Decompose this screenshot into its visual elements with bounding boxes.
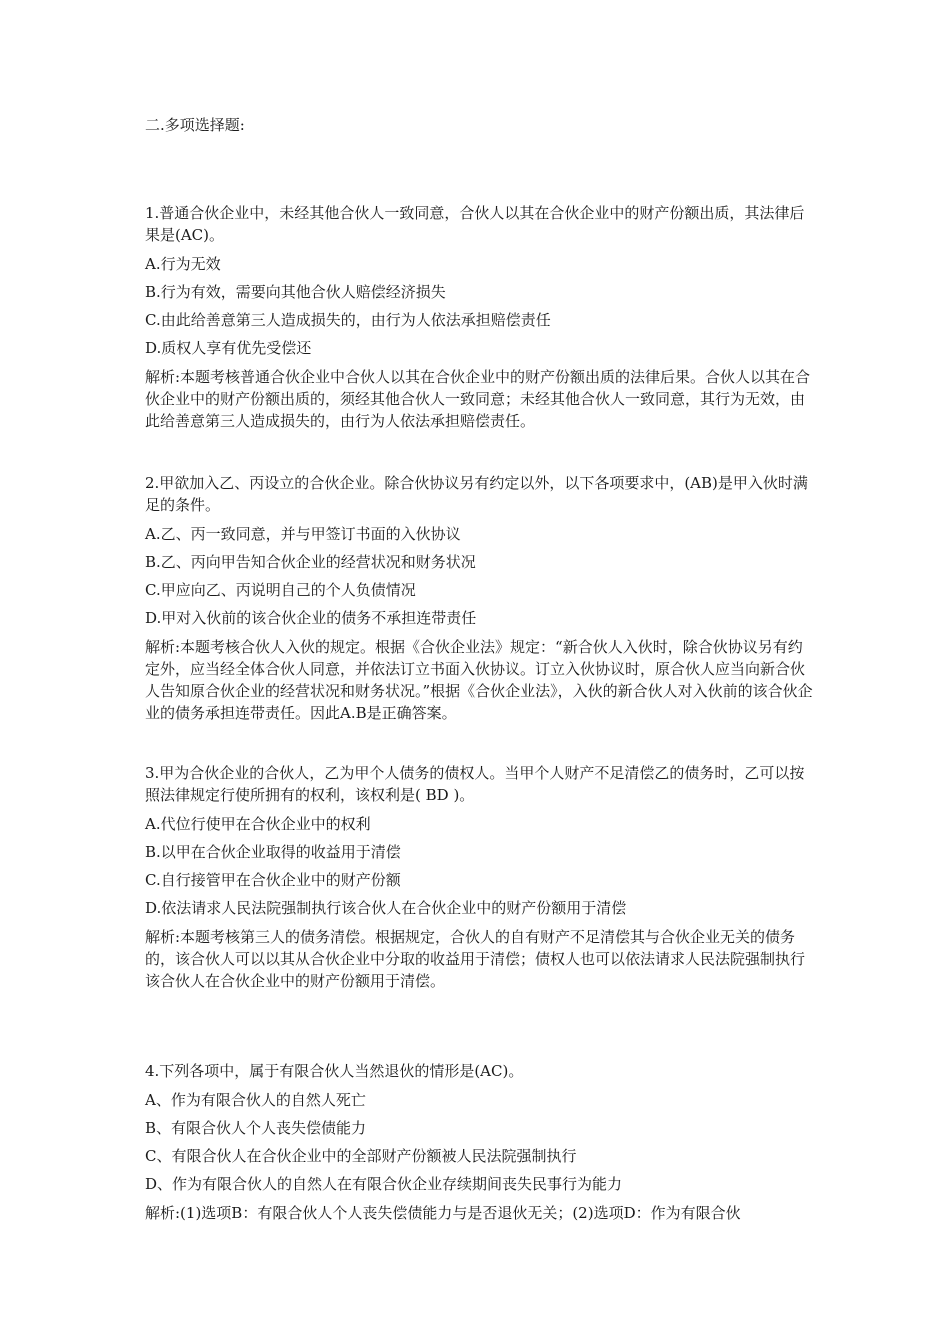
question-stem: 2.甲欲加入乙、丙设立的合伙企业。除合伙协议另有约定以外，以下各项要求中，(AB)是甲入伙时满足的条件。 — [145, 474, 808, 514]
question-4 — [145, 1060, 815, 1224]
question-1 — [145, 202, 815, 432]
option-d: D.质权人享有优先受偿还 — [145, 339, 312, 357]
option-c: C.由此给善意第三人造成损失的，由行为人依法承担赔偿责任 — [145, 311, 551, 329]
question-stem: 4.下列各项中，属于有限合伙人当然退伙的情形是(AC)。 — [145, 1062, 524, 1080]
question-analysis: 解析:本题考核合伙人入伙的规定。根据《合伙企业法》规定：“新合伙人入伙时，除合伙协议另有约定外，应当经全体合伙人同意，并依法订立书面入伙协议。订立入伙协议时，原合伙人应当向新合伙人告知原合伙企业的经营状况和财务状况。”根据《合伙企业法》，入伙的新合伙人对入伙前的该合伙企业的债务承担连带责任。因此A.B是正确答案。 — [145, 638, 813, 722]
option-a: A.代位行使甲在合伙企业中的权利 — [145, 815, 371, 833]
option-a: A、作为有限合伙人的自然人死亡 — [145, 1091, 366, 1109]
option-c: C.甲应向乙、丙说明自己的个人负债情况 — [145, 581, 416, 599]
option-a: A.行为无效 — [145, 255, 221, 273]
question-stem: 1.普通合伙企业中，未经其他合伙人一致同意，合伙人以其在合伙企业中的财产份额出质，其法律后果是(AC)。 — [145, 204, 805, 244]
option-b: B.以甲在合伙企业取得的收益用于清偿 — [145, 843, 401, 861]
option-c: C、有限合伙人在合伙企业中的全部财产份额被人民法院强制执行 — [145, 1147, 577, 1165]
option-a: A.乙、丙一致同意，并与甲签订书面的入伙协议 — [145, 525, 461, 543]
question-2 — [145, 472, 815, 724]
question-analysis: 解析:本题考核普通合伙企业中合伙人以其在合伙企业中的财产份额出质的法律后果。合伙人以其在合伙企业中的财产份额出质的，须经其他合伙人一致同意；未经其他合伙人一致同意，其行为无效，由此给善意第三人造成损失的，由行为人依法承担赔偿责任。 — [145, 368, 811, 430]
question-3 — [145, 762, 815, 992]
question-analysis: 解析:(1)选项B：有限合伙人个人丧失偿债能力与是否退伙无关；(2)选项D：作为有限合伙 — [145, 1204, 741, 1222]
option-c: C.自行接管甲在合伙企业中的财产份额 — [145, 871, 401, 889]
option-b: B、有限合伙人个人丧失偿债能力 — [145, 1119, 367, 1137]
option-d: D、作为有限合伙人的自然人在有限合伙企业存续期间丧失民事行为能力 — [145, 1175, 623, 1193]
option-d: D.依法请求人民法院强制执行该合伙人在合伙企业中的财产份额用于清偿 — [145, 899, 627, 917]
option-d: D.甲对入伙前的该合伙企业的债务不承担连带责任 — [145, 609, 477, 627]
question-analysis: 解析:本题考核第三人的债务清偿。根据规定，合伙人的自有财产不足清偿其与合伙企业无关的债务的，该合伙人可以以其从合伙企业中分取的收益用于清偿；债权人也可以依法请求人民法院强制执行该合伙人在合伙企业中的财产份额用于清偿。 — [145, 928, 806, 990]
section-title: 二.多项选择题: — [145, 116, 245, 134]
option-b: B.乙、丙向甲告知合伙企业的经营状况和财务状况 — [145, 553, 476, 571]
question-stem: 3.甲为合伙企业的合伙人，乙为甲个人债务的债权人。当甲个人财产不足清偿乙的债务时，乙可以按照法律规定行使所拥有的权利，该权利是( BD )。 — [145, 764, 805, 804]
option-b: B.行为有效，需要向其他合伙人赔偿经济损失 — [145, 283, 446, 301]
